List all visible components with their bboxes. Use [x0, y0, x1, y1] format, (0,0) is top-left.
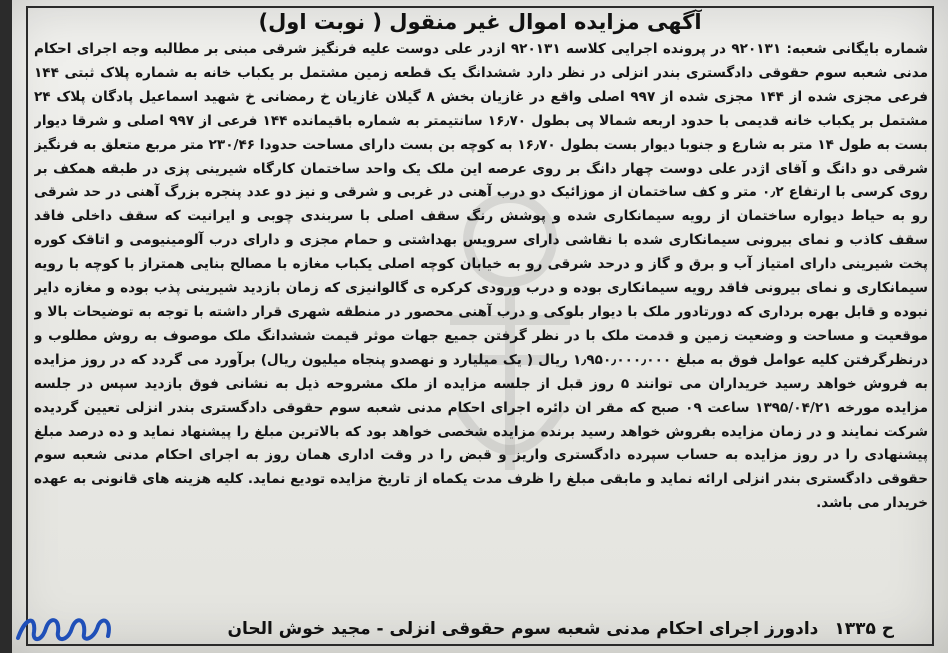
notice-code: ح ۱۳۳۵: [834, 619, 894, 639]
notice-body: شماره بایگانی شعبه: ۹۲۰۱۳۱ در پرونده اجرایی کلاسه ۹۲۰۱۳۱ ازدر علی دوست علیه فرنگیز شرقی مبنی بر مطالبه وجه اجرای احکام مدنی شعبه سوم حقوقی دادگستری بندر انزلی در نظر دارد ششدانگ یک قطعه زمین مشتمل بر یکباب خانه به شماره پلاک ثبتی ۱۴۴ فرعی مجزی شده از ۱۴۴ مجزی شده از ۹۹۷ اصلی واقع در غازیان بخش ۸ گیلان غازیان خ رمضانی خ شهید اسماعیل پادگان پلاک ۲۴ مشتمل بر یکباب خانه قدیمی با حدود اربعه شمالا پی بطول ۱۶٫۷۰ سانتیمتر به شماره باقیمانده ۱۴۴ فرعی از ۹۹۷ اصلی و شرقا دیوار بست به طول ۱۴ متر به شارع و جنوبا دیوار بست بطول ۱۶٫۷۰ به کوچه بن بست دارای مساحت حدودا ۲۳۰/۴۶ متر مربع متعلق به فرنگیز شرقی دو دانگ و آقای اژدر علی دوست چهار دانگ بر روی عرصه این ملک یک واحد ساختمان کارگاه شیرینی پزی در طبقه همکف بر روی کرسی با ارتفاع ۰٫۲ متر و کف ساختمان از موزائیک دو درب آهنی در غربی و شرقی و نیز دو عدد پنجره بزرگ آهنی در حد شرقی رو به حیاط دیواره ساختمان از رویه سیمانکاری شده و پوشش رنگ سقف اصلی با سربندی چوبی و ایرانیت که سقف داخلی فاقد سقف کاذب و نمای بیرونی سیمانکاری شده با نقاشی دارای سرویس بهداشتی و حمام مجزی و دارای درب آلومینیومی و اتاقک کوره پخت شیرینی دارای امتیاز آب و برق و گاز و درحد شرقی رو به خیابان کوچه اصلی یکباب مغازه با مصالح بنایی همتراز با کوچه با رویه سیمانکاری و نمای بیرونی فاقد رویه سیمانکاری بوده و درب ورودی کرکره ی گالوانیزی که زمان بازدید شیرینی پذب بوده و مغازه دایر نبوده و قابل بهره برداری که دورتادور ملک با دیوار بلوکی و درب آهنی محصور در منطقه شهری قرار داشته با توجه به توضیحات بالا و موقعیت و مساحت و وضعیت زمین و قدمت ملک با در نظر گرفتن جمیع جهات موثر قیمت ششدانگ ملک موصوف به روش مطلوب و درنظرگرفتن کلیه عوامل فوق به مبلغ ۱٫۹۵۰٫۰۰۰٫۰۰۰ ریال ( یک میلیارد و نهصدو پنجاه میلیون ریال) برآورد می گردد که در روز مزایده به فروش خواهد رسید خریداران می توانند ۵ روز قبل از جلسه مزایده از ملک مشروحه ذیل به نشانی فوق بازدید سپس در جلسه مزایده مورخه ۱۳۹۵/۰۴/۲۱ ساعت ۰۹ صبح که مقر ان دائره اجرای احکام مدنی شعبه سوم حقوقی دادگستری بندر انزلی تعیین گردیده شرکت نمایند و در زمان مزایده بفروش خواهد رسید برنده مزایده شخصی خواهد بود که بالاترین مبلغ را پیشنهاد نماید و ده درصد مبلغ پیشنهادی را در روز مزایده به حساب سپرده دادگستری واریز و قبض را در وقت اداری همان روز به اجرای احکام مدنی شعبه سوم حقوقی دادگستری بندر انزلی ارائه نماید و مابقی مبلغ را ظرف مدت یکماه از تاریخ مزایده تودیع نماید. کلیه هزینه های قانونی به عهده خریدار می باشد.: [34, 41, 928, 512]
notice-footer: [34, 614, 894, 644]
notice-signature: دادورز اجرای احکام مدنی شعبه سوم حقوقی انزلی - مجید خوش الحان: [227, 619, 819, 639]
handwritten-number-mark: [12, 608, 122, 648]
notice-title: آگهی مزایده اموال غیر منقول ( نوبت اول): [258, 10, 702, 34]
page-edge-stripe: [0, 0, 12, 653]
